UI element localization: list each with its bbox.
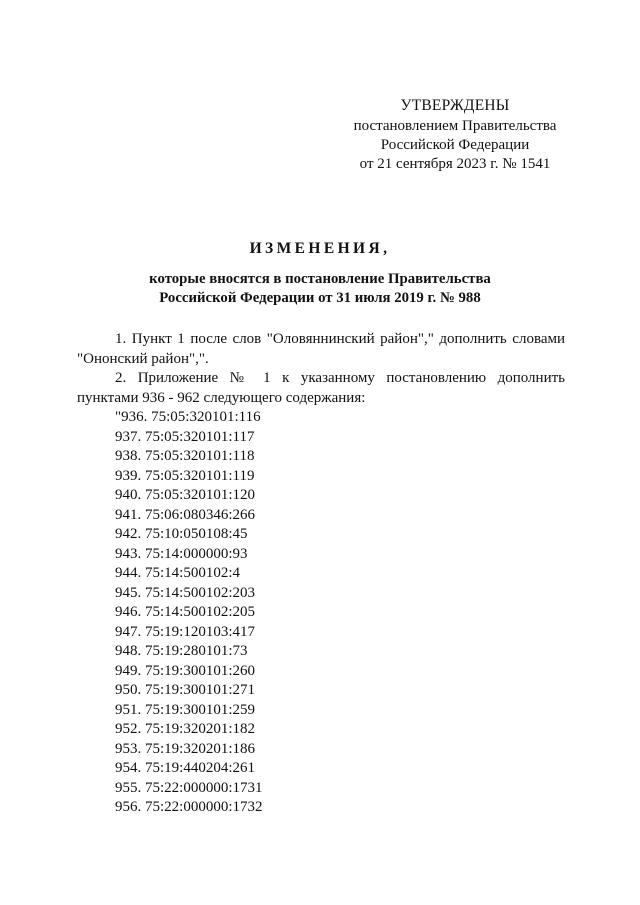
list-item: 953. 75:19:320201:186 — [115, 740, 256, 757]
list-item: 951. 75:19:300101:259 — [115, 701, 256, 718]
list-item: 940. 75:05:320101:120 — [115, 487, 256, 503]
list-item: "936. 75:05:320101:116 — [115, 409, 261, 425]
approval-line-1: постановлением Правительства — [353, 118, 557, 134]
document-title: ИЗМЕНЕНИЯ, — [249, 240, 391, 257]
list-item: 955. 75:22:000000:1731 — [115, 779, 263, 796]
list-item: 952. 75:19:320201:182 — [115, 721, 256, 737]
list-item: 946. 75:14:500102:205 — [115, 604, 256, 620]
list-item: 939. 75:05:320101:119 — [115, 467, 255, 484]
cadastral-list — [115, 408, 565, 818]
document-subtitle-line-1: которые вносятся в постановление Правительства — [149, 271, 491, 287]
document-body — [77, 330, 565, 818]
approval-line-3: от 21 сентября 2023 г. № 1541 — [359, 156, 551, 172]
list-item: 937. 75:05:320101:117 — [115, 428, 255, 445]
paragraph-2: 2. Приложение № 1 к указанному постановлению дополнить пунктами 936 - 962 следующего содержания: — [77, 370, 565, 406]
list-item: 948. 75:19:280101:73 — [115, 643, 248, 659]
approval-block — [340, 96, 570, 174]
list-item: 942. 75:10:050108:45 — [115, 526, 248, 542]
list-item: 945. 75:14:500102:203 — [115, 584, 256, 601]
list-item: 956. 75:22:000000:1732 — [115, 799, 263, 815]
approval-line-2: Российской Федерации — [380, 137, 530, 153]
list-item: 941. 75:06:080346:266 — [115, 506, 256, 523]
list-item: 943. 75:14:000000:93 — [115, 545, 248, 562]
list-item: 950. 75:19:300101:271 — [115, 682, 256, 698]
list-item: 944. 75:14:500102:4 — [115, 565, 241, 581]
document-heading — [0, 240, 640, 307]
list-item: 954. 75:19:440204:261 — [115, 760, 256, 776]
document-subtitle-line-2: Российской Федерации от 31 июля 2019 г. № 988 — [159, 289, 481, 306]
list-item: 947. 75:19:120103:417 — [115, 623, 256, 640]
list-item: 949. 75:19:300101:260 — [115, 662, 256, 679]
paragraph-1: 1. Пункт 1 после слов "Оловяннинский район"," дополнить словами "Ононский район",". — [77, 331, 565, 367]
approval-heading: УТВЕРЖДЕНЫ — [400, 97, 510, 114]
list-item: 938. 75:05:320101:118 — [115, 448, 255, 464]
